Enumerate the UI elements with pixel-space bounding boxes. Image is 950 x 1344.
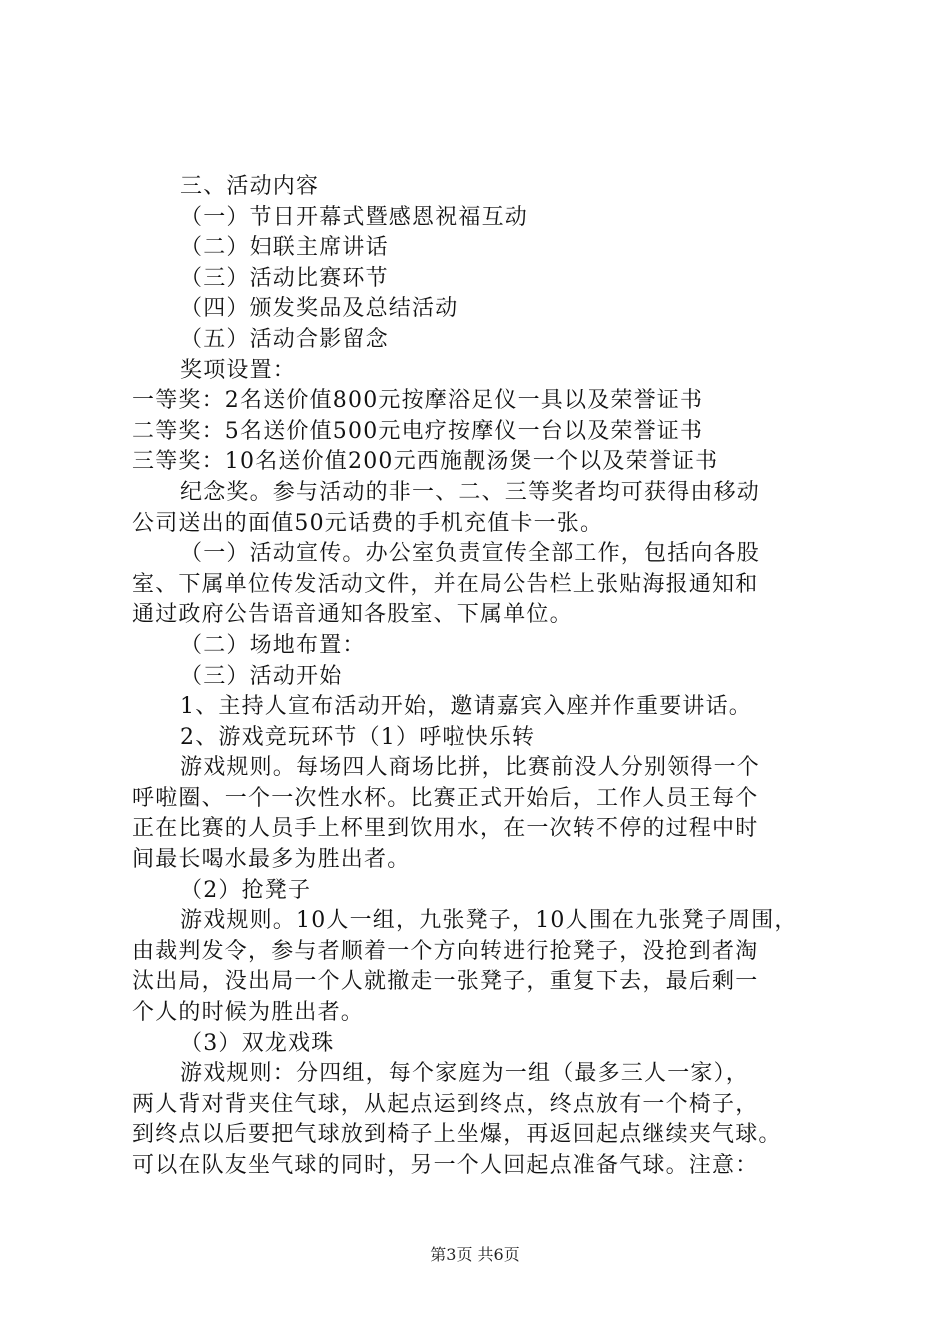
text-line: 到终点以后要把气球放到椅子上坐爆，再返回起点继续夹气球。 — [132, 1122, 782, 1148]
text-line: （2）抢凳子 — [180, 877, 312, 903]
text-line: （四）颁发奖品及总结活动 — [180, 296, 459, 322]
text-line: 游戏规则。10人一组，九张凳子，10人围在九张凳子周围， — [180, 908, 798, 934]
text-line: 室、下属单位传发活动文件，并在局公告栏上张贴海报通知和 — [132, 571, 759, 597]
text-line: 汰出局，没出局一个人就撤走一张凳子，重复下去，最后剩一 — [132, 969, 759, 995]
page-footer: 第3页 共6页 — [430, 1245, 520, 1264]
text-line: 1、主持人宣布活动开始，邀请嘉宾入座并作重要讲话。 — [180, 694, 752, 720]
text-line: （二）场地布置： — [180, 632, 366, 658]
text-line: 三、活动内容 — [180, 174, 320, 199]
text-line: 游戏规则：分四组，每个家庭为一组（最多三人一家）， — [180, 1061, 750, 1087]
text-line: （一）节日开幕式暨感恩祝福互动 — [180, 204, 529, 230]
text-line: 通过政府公告语音通知各股室、下属单位。 — [132, 602, 573, 628]
text-line: 由裁判发令，参与者顺着一个方向转进行抢凳子，没抢到者淘 — [132, 938, 759, 964]
text-line: 个人的时候为胜出者。 — [132, 1000, 365, 1026]
text-line: （3）双龙戏珠 — [180, 1030, 335, 1056]
text-line: 2、游戏竞玩环节（1）呼啦快乐转 — [180, 724, 536, 750]
text-line: （一）活动宣传。办公室负责宣传全部工作，包括向各股 — [180, 541, 761, 567]
text-line: （三）活动比赛环节 — [180, 265, 389, 291]
text-line: 纪念奖。参与活动的非一、二、三等奖者均可获得由移动 — [180, 479, 761, 505]
text-line: （二）妇联主席讲话 — [180, 235, 389, 261]
text-line: 呼啦圈、一个一次性水杯。比赛正式开始后，工作人员王每个 — [132, 785, 759, 811]
text-line: 奖项设置： — [180, 357, 297, 383]
text-line: 二等奖：5名送价值500元电疗按摩仪一台以及荣誉证书 — [132, 418, 704, 444]
text-line: 可以在队友坐气球的同时，另一个人回起点准备气球。注意： — [132, 1153, 759, 1178]
text-line: 一等奖：2名送价值800元按摩浴足仪一具以及荣誉证书 — [132, 388, 704, 414]
text-line: 两人背对背夹住气球，从起点运到终点，终点放有一个椅子， — [132, 1091, 759, 1117]
text-line: 公司送出的面值50元话费的手机充值卡一张。 — [132, 510, 604, 536]
text-line: 间最长喝水最多为胜出者。 — [132, 847, 411, 873]
text-line: 三等奖：10名送价值200元西施靓汤煲一个以及荣誉证书 — [132, 449, 719, 475]
text-line: 游戏规则。每场四人商场比拼，比赛前没人分别领得一个 — [180, 755, 761, 781]
text-line: （三）活动开始 — [180, 663, 343, 689]
document-body — [132, 172, 832, 1182]
text-line: 正在比赛的人员手上杯里到饮用水，在一次转不停的过程中时 — [132, 816, 759, 842]
text-line: （五）活动合影留念 — [180, 326, 389, 352]
